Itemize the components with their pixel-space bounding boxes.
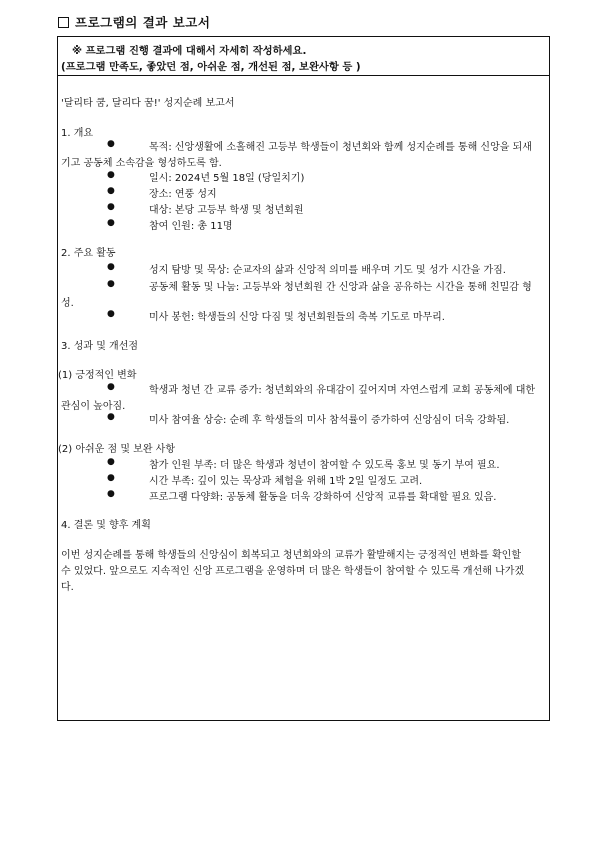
date-item: 일시: 2024년 5월 18일 (당일치기) <box>149 173 305 184</box>
participants-item: 참여 인원: 총 11명 <box>149 221 233 232</box>
instruction-line-1: ※ 프로그램 진행 결과에 대해서 자세히 작성하세요. <box>72 45 307 57</box>
bullet-icon: ● <box>107 186 115 196</box>
section-1-title: 1. 개요 <box>61 128 94 139</box>
shortcoming-1: 참가 인원 부족: 더 많은 학생과 청년이 참여할 수 있도록 홍보 및 동기 부여 필요. <box>149 460 500 471</box>
bullet-icon: ● <box>107 170 115 180</box>
section-2-title: 2. 주요 활동 <box>61 248 116 259</box>
target-item: 대상: 본당 고등부 학생 및 청년회원 <box>149 205 304 216</box>
form-title-row <box>58 13 210 31</box>
checkbox-icon <box>58 17 69 28</box>
activity-2-line-1: 공동체 활동 및 나눔: 고등부와 청년회원 간 신앙과 삶을 공유하는 시간을 통해 친밀감 형 <box>149 282 532 293</box>
bullet-icon: ● <box>107 202 115 212</box>
form-title: 프로그램의 결과 보고서 <box>75 15 211 30</box>
conclusion-line-1: 이번 성지순례를 통해 학생들의 신앙심이 회복되고 청년회와의 교류가 활발해지는 긍정적인 변화를 확인할 <box>61 550 522 561</box>
bullet-icon: ● <box>107 489 115 499</box>
bullet-icon: ● <box>107 473 115 483</box>
shortcoming-3: 프로그램 다양화: 공동체 활동을 더욱 강화하여 신앙적 교류를 확대할 필요 있음. <box>149 492 497 503</box>
section-4-title: 4. 결론 및 향후 계획 <box>61 520 151 531</box>
positive-2: 미사 참여율 상승: 순례 후 학생들의 미사 참석률이 증가하여 신앙심이 더욱 강화됨. <box>149 415 510 426</box>
bullet-icon: ● <box>107 309 115 319</box>
instruction-header <box>58 37 549 76</box>
shortcoming-2: 시간 부족: 깊이 있는 묵상과 체험을 위해 1박 2일 일정도 고려. <box>149 476 423 487</box>
positive-1-line-1: 학생과 청년 간 교류 증가: 청년회와의 유대감이 깊어지며 자연스럽게 교회 공동체에 대한 <box>149 385 536 396</box>
section-3-title: 3. 성과 및 개선점 <box>61 341 139 352</box>
purpose-line-2: 기고 공동체 소속감을 형성하도록 함. <box>61 158 222 169</box>
report-heading: '달리타 쿰, 달리다 꿈!' 성지순례 보고서 <box>61 98 235 109</box>
positive-1-line-2: 관심이 높아짐. <box>61 401 126 412</box>
purpose-line-1: 목적: 신앙생활에 소홀해진 고등부 학생들이 청년회와 함께 성지순례를 통해 신앙을 되새 <box>149 142 532 153</box>
conclusion-line-3: 다. <box>61 582 74 593</box>
activity-1: 성지 탐방 및 묵상: 순교자의 삶과 신앙적 의미를 배우며 기도 및 성가 시간을 가짐. <box>149 265 506 276</box>
bullet-icon: ● <box>107 412 115 422</box>
shortcomings-heading: (2) 아쉬운 점 및 보완 사항 <box>58 444 175 455</box>
activity-2-line-2: 성. <box>61 298 74 309</box>
bullet-icon: ● <box>107 457 115 467</box>
instruction-line-2: (프로그램 만족도, 좋았던 점, 아쉬운 점, 개선된 점, 보완사항 등 ) <box>61 61 361 73</box>
positive-changes-heading: (1) 긍정적인 변화 <box>58 370 137 381</box>
bullet-icon: ● <box>107 139 115 149</box>
bullet-icon: ● <box>107 279 115 289</box>
report-box <box>57 36 550 721</box>
bullet-icon: ● <box>107 218 115 228</box>
place-item: 장소: 연풍 성지 <box>149 189 217 200</box>
bullet-icon: ● <box>107 262 115 272</box>
activity-3: 미사 봉헌: 학생들의 신앙 다짐 및 청년회원들의 축복 기도로 마무리. <box>149 312 445 323</box>
bullet-icon: ● <box>107 382 115 392</box>
conclusion-line-2: 수 있었다. 앞으로도 지속적인 신앙 프로그램을 운영하며 더 많은 학생들이 참여할 수 있도록 개선해 나가겠 <box>61 566 525 577</box>
